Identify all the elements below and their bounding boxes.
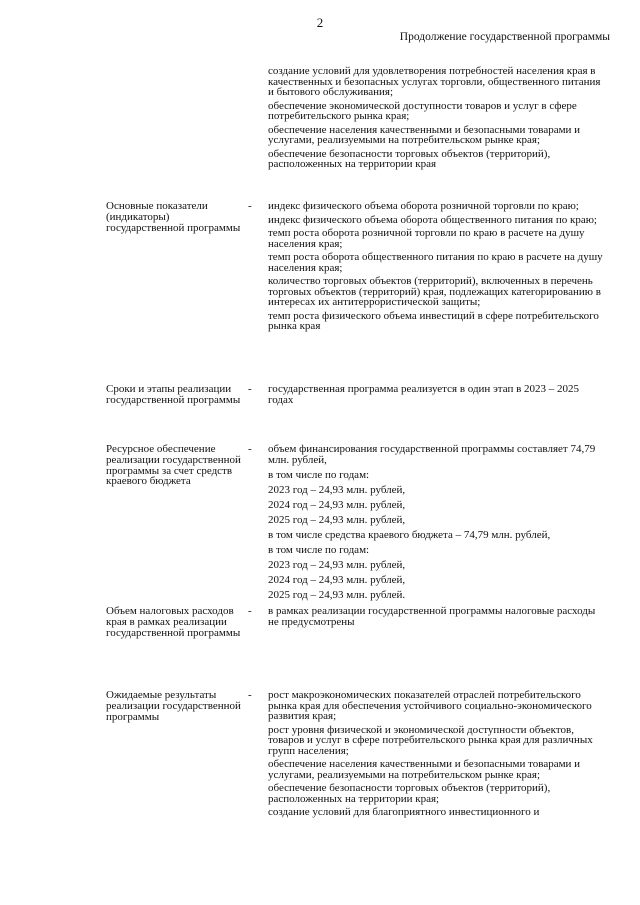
list-item: в том числе по годам: xyxy=(268,469,370,481)
list-item: государственная программа реализуется в один этап в 2023 – 2025 годах xyxy=(268,383,580,406)
section-tax xyxy=(106,606,606,638)
list-item: объем финансирования государственной программы составляет 74,79 млн. рублей, xyxy=(268,443,596,466)
section-indicators xyxy=(106,201,606,335)
list-item: 2024 год – 24,93 млн. рублей, xyxy=(268,499,406,511)
list-item: 2025 год – 24,93 млн. рублей, xyxy=(268,514,406,526)
list-item: в том числе по годам: xyxy=(268,544,370,556)
section-dash: - xyxy=(248,689,252,701)
list-item: в том числе средства краевого бюджета – 74,79 млн. рублей, xyxy=(268,529,551,541)
empty-label xyxy=(106,66,246,173)
list-item: 2025 год – 24,93 млн. рублей. xyxy=(268,589,406,601)
list-item: обеспечение безопасности торговых объектов (территорий), расположенных на территории края; xyxy=(268,782,551,805)
list-item: количество торговых объектов (территорий), включенных в перечень торговых объектов (территорий) края, подлежащих категорированию в интересах их антитеррористической защиты; xyxy=(268,275,601,308)
page-header: Продолжение государственной программы xyxy=(399,31,610,43)
section-dash: - xyxy=(248,200,252,212)
list-item: обеспечение населения качественными и безопасными товарами и услугами, реализуемыми на потребительском рынке края; xyxy=(268,123,581,146)
section-items xyxy=(268,690,606,821)
list-item: обеспечение безопасности торговых объектов (территорий), расположенных на территории края xyxy=(268,147,551,170)
section-label: Ресурсное обеспечение реализации государственной программы за счет средств краевого бюджета xyxy=(106,443,241,488)
list-item: 2024 год – 24,93 млн. рублей, xyxy=(268,574,406,586)
list-item: создание условий для благоприятного инвестиционного и xyxy=(268,806,540,818)
section-results xyxy=(106,690,606,821)
section-dash: - xyxy=(248,383,252,395)
list-item: индекс физического объема оборота общественного питания по краю; xyxy=(268,213,597,226)
section-label: Объем налоговых расходов края в рамках реализации государственной программы xyxy=(106,605,241,639)
list-item: темп роста физического объема инвестиций в сфере потребительского рынка края xyxy=(268,309,599,332)
section-items xyxy=(268,201,606,335)
section-timing xyxy=(106,384,606,408)
page-number: 2 xyxy=(316,15,324,30)
goals-continuation xyxy=(106,66,606,173)
list-item: обеспечение экономической доступности товаров и услуг в сфере потребительского рынка края; xyxy=(268,99,577,122)
list-item: индекс физического объема оборота розничной торговли по краю; xyxy=(268,200,579,212)
section-items xyxy=(268,384,606,408)
section-label: Основные показатели (индикаторы) государственной программы xyxy=(106,200,241,234)
list-item: 2023 год – 24,93 млн. рублей, xyxy=(268,484,406,496)
section-label: Сроки и этапы реализации государственной программы xyxy=(106,383,241,406)
list-item: 2023 год – 24,93 млн. рублей, xyxy=(268,559,406,571)
list-item: обеспечение населения качественными и безопасными товарами и услугами, реализуемыми на потребительском рынке края; xyxy=(268,758,581,781)
empty-dash xyxy=(246,66,268,173)
section-financing xyxy=(106,444,606,605)
goals-items xyxy=(268,66,606,173)
section-items xyxy=(268,606,606,638)
list-item: рост макроэкономических показателей отраслей потребительского рынка края для обеспечения устойчивого социально-экономического развития края; xyxy=(268,689,592,722)
section-dash: - xyxy=(248,443,252,455)
list-item: создание условий для удовлетворения потребностей населения края в качественных и безопасных услугах торговли, общественного питания и бытового обслуживания; xyxy=(268,65,601,98)
section-items xyxy=(268,444,606,605)
list-item: в рамках реализации государственной программы налоговые расходы не предусмотрены xyxy=(268,605,596,628)
list-item: темп роста оборота розничной торговли по краю в расчете на душу населения края; xyxy=(268,227,585,250)
list-item: темп роста оборота общественного питания по краю в расчете на душу населения края; xyxy=(268,251,603,274)
section-label: Ожидаемые результаты реализации государственной программы xyxy=(106,689,241,723)
section-dash: - xyxy=(248,605,252,617)
list-item: рост уровня физической и экономической доступности объектов, товаров и услуг в сфере потребительского рынка края для различных групп населения; xyxy=(268,723,593,757)
